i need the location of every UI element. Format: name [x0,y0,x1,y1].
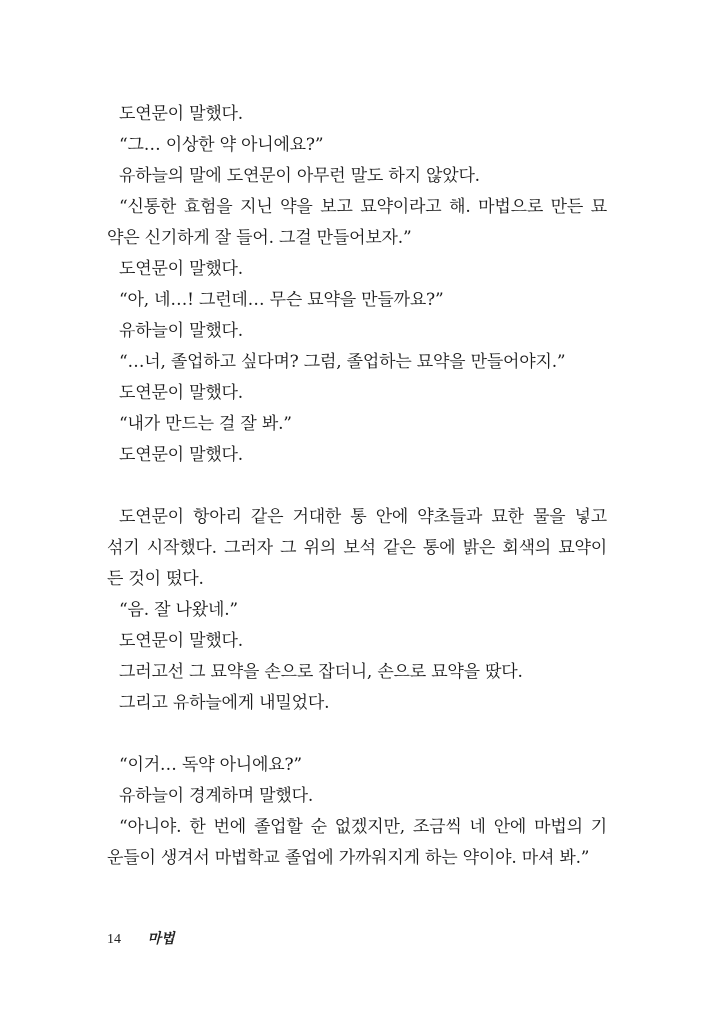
text-line: “아니야. 한 번에 졸업할 순 없겠지만, 조금씩 네 안에 마법의 기 [119,817,607,837]
text-line: 도연문이 말했다. [119,104,243,124]
text-line: 유하늘이 경계하며 말했다. [119,786,314,806]
text-line: 도연문이 말했다. [119,445,243,465]
running-title: 마법 [147,931,175,947]
text-line: “아, 네…! 그런데… 무슨 묘약을 만들까요?” [119,290,444,310]
page-number: 14 [107,932,121,947]
text-line: 도연문이 말했다. [119,631,243,651]
text-line: 약은 신기하게 잘 들어. 그걸 만들어보자.” [107,228,412,248]
text-line: 그러고선 그 묘약을 손으로 잡더니, 손으로 묘약을 땄다. [119,662,523,682]
text-line: “신통한 효험을 지닌 약을 보고 묘약이라고 해. 마법으로 만든 묘 [119,197,607,217]
text-line: 도연문이 항아리 같은 거대한 통 안에 약초들과 묘한 물을 넣고 [119,507,607,527]
text-line: “이거… 독약 아니에요?” [119,755,302,775]
text-line: 유하늘이 말했다. [119,321,243,341]
page-footer [107,929,175,950]
text-line: 도연문이 말했다. [119,259,243,279]
text-line: 그리고 유하늘에게 내밀었다. [119,693,330,713]
text-line: 섞기 시작했다. 그러자 그 위의 보석 같은 통에 밝은 회색의 묘약이 [107,538,607,558]
paragraph-break [107,471,607,502]
body-text [107,99,607,874]
text-line: “내가 만드는 걸 잘 봐.” [119,414,292,434]
text-line: “그… 이상한 약 아니에요?” [119,135,324,155]
text-line: “…너, 졸업하고 싶다며? 그럼, 졸업하는 묘약을 만들어야지.” [119,352,566,372]
paragraph-break [107,719,607,750]
text-line: 도연문이 말했다. [119,383,243,403]
text-line: “음. 잘 나왔네.” [119,600,238,620]
text-line: 운들이 생겨서 마법학교 졸업에 가까워지게 하는 약이야. 마셔 봐.” [107,848,590,868]
text-line: 든 것이 떴다. [107,569,204,589]
text-line: 유하늘의 말에 도연문이 아무런 말도 하지 않았다. [119,166,480,186]
